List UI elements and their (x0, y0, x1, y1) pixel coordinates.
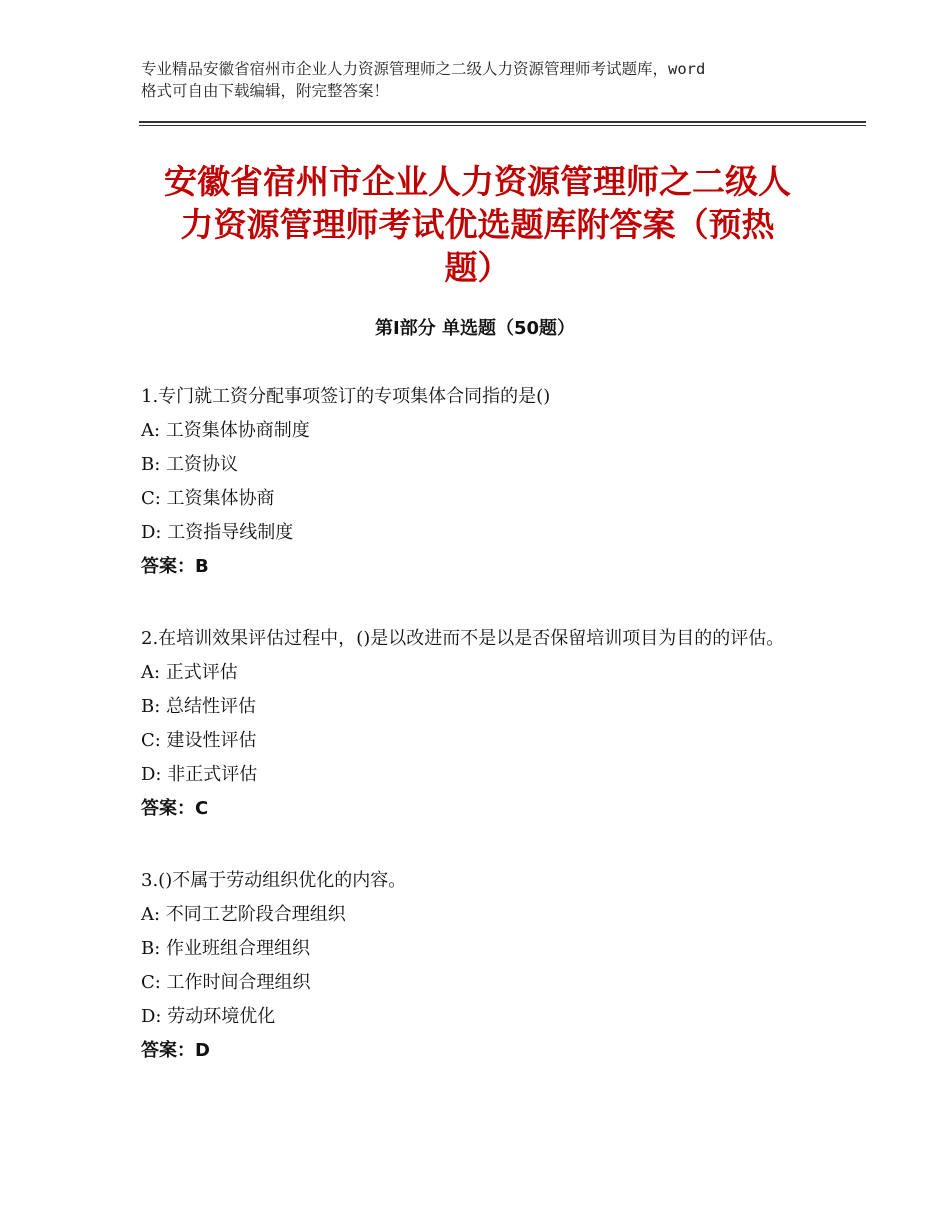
header-line-1: 专业精品安徽省宿州市企业人力资源管理师之二级人力资源管理师考试题库，word (141, 60, 706, 78)
answer: 答案：D (141, 1040, 210, 1061)
question-3 (141, 864, 841, 1068)
question-1 (141, 380, 841, 584)
option-a: A: 正式评估 (141, 662, 238, 683)
section-title: 第Ⅰ部分 单选题（50题） (374, 318, 575, 339)
question-stem: 1.专门就工资分配事项签订的专项集体合同指的是() (141, 386, 551, 407)
option-b: B: 工资协议 (141, 454, 239, 475)
title-line-3: 题） (444, 248, 511, 287)
question-stem: 3.()不属于劳动组织优化的内容。 (141, 870, 407, 891)
header-divider-thick (139, 121, 866, 123)
option-d: D: 非正式评估 (141, 764, 258, 785)
question-list (141, 380, 841, 1106)
header-line-2: 格式可自由下载编辑，附完整答案！ (141, 82, 390, 100)
header-divider-thin (139, 125, 866, 126)
option-a: A: 不同工艺阶段合理组织 (141, 904, 346, 925)
option-d: D: 工资指导线制度 (141, 522, 294, 543)
option-b: B: 作业班组合理组织 (141, 938, 311, 959)
option-d: D: 劳动环境优化 (141, 1006, 276, 1027)
option-c: C: 建设性评估 (141, 730, 257, 751)
option-b: B: 总结性评估 (141, 696, 257, 717)
question-stem: 2.在培训效果评估过程中，()是以改进而不是以是否保留培训项目为目的的评估。 (141, 628, 785, 649)
document-title (120, 160, 835, 289)
answer: 答案：B (141, 556, 209, 577)
option-c: C: 工作时间合理组织 (141, 972, 311, 993)
option-a: A: 工资集体协商制度 (141, 420, 310, 441)
title-line-2: 力资源管理师考试优选题库附答案（预热 (180, 205, 775, 244)
document-header-note (141, 58, 831, 102)
title-line-1: 安徽省宿州市企业人力资源管理师之二级人 (164, 162, 791, 201)
option-c: C: 工资集体协商 (141, 488, 275, 509)
answer: 答案：C (141, 798, 209, 819)
question-2 (141, 622, 841, 826)
